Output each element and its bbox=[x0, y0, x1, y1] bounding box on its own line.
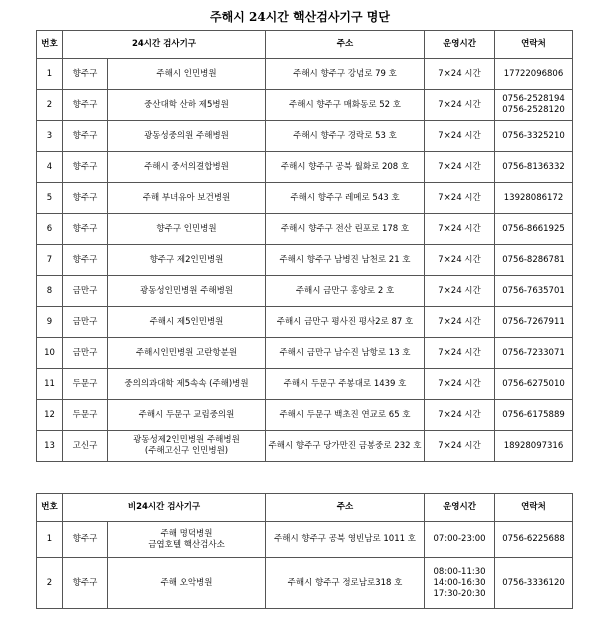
cell-phone: 0756-3325210 bbox=[495, 121, 573, 152]
table-row bbox=[37, 121, 573, 152]
cell-institution: 주해 명덕병원 금엽호텔 핵산검사소 bbox=[108, 522, 266, 558]
header-address: 주소 bbox=[266, 31, 425, 59]
cell-institution: 향주구 제2인민병원 bbox=[108, 245, 266, 276]
table-row bbox=[37, 338, 573, 369]
cell-hours: 7×24 시간 bbox=[425, 121, 495, 152]
cell-institution: 주해 오악병원 bbox=[108, 558, 266, 609]
cell-address: 주해시 향주구 공북 영빈남로 1011 호 bbox=[266, 522, 425, 558]
cell-address: 주해시 향주구 강념로 79 호 bbox=[266, 59, 425, 90]
cell-district: 향주구 bbox=[63, 121, 108, 152]
cell-address: 주해시 향주구 남병진 남천로 21 호 bbox=[266, 245, 425, 276]
cell-district: 금만구 bbox=[63, 338, 108, 369]
cell-district: 두문구 bbox=[63, 369, 108, 400]
cell-phone: 0756-8286781 bbox=[495, 245, 573, 276]
table-row bbox=[37, 245, 573, 276]
cell-no: 7 bbox=[37, 245, 63, 276]
cell-institution: 광동성인민병원 주해병원 bbox=[108, 276, 266, 307]
table-row bbox=[37, 59, 573, 90]
cell-institution: 광동성제2인민병원 주해병원 (주해고신구 인민병원) bbox=[108, 431, 266, 462]
cell-hours: 7×24 시간 bbox=[425, 400, 495, 431]
cell-district: 향주구 bbox=[63, 183, 108, 214]
cell-address: 주해시 두문구 주봉대로 1439 호 bbox=[266, 369, 425, 400]
table-row bbox=[37, 369, 573, 400]
table-24h bbox=[36, 30, 573, 462]
cell-institution: 주해시 인민병원 bbox=[108, 59, 266, 90]
cell-hours: 7×24 시간 bbox=[425, 183, 495, 214]
cell-no: 9 bbox=[37, 307, 63, 338]
cell-no: 10 bbox=[37, 338, 63, 369]
cell-address: 주해시 향주구 매화동로 52 호 bbox=[266, 90, 425, 121]
cell-hours: 08:00-11:30 14:00-16:30 17:30-20:30 bbox=[425, 558, 495, 609]
header-institution: 비24시간 검사기구 bbox=[63, 494, 266, 522]
header-phone: 연락처 bbox=[495, 31, 573, 59]
table-row bbox=[37, 276, 573, 307]
cell-district: 향주구 bbox=[63, 214, 108, 245]
cell-hours: 7×24 시간 bbox=[425, 245, 495, 276]
cell-district: 향주구 bbox=[63, 90, 108, 121]
cell-address: 주해시 금만구 남수진 남항로 13 호 bbox=[266, 338, 425, 369]
cell-no: 3 bbox=[37, 121, 63, 152]
cell-address: 주해시 향주구 전산 린포로 178 호 bbox=[266, 214, 425, 245]
cell-institution: 향주구 인민병원 bbox=[108, 214, 266, 245]
cell-address: 주해시 향주구 당가만진 금봉중로 232 호 bbox=[266, 431, 425, 462]
cell-address: 주해시 두문구 백초진 연교로 65 호 bbox=[266, 400, 425, 431]
cell-district: 향주구 bbox=[63, 152, 108, 183]
table-non-24h bbox=[36, 493, 573, 609]
cell-institution: 광동성중의원 주해병원 bbox=[108, 121, 266, 152]
cell-district: 향주구 bbox=[63, 522, 108, 558]
cell-phone: 0756-7267911 bbox=[495, 307, 573, 338]
cell-no: 1 bbox=[37, 59, 63, 90]
header-no: 번호 bbox=[37, 31, 63, 59]
cell-phone: 13928086172 bbox=[495, 183, 573, 214]
table-header-row bbox=[37, 31, 573, 59]
header-phone: 연락처 bbox=[495, 494, 573, 522]
cell-hours: 7×24 시간 bbox=[425, 369, 495, 400]
cell-district: 향주구 bbox=[63, 558, 108, 609]
page-title: 주해시 24시간 핵산검사기구 명단 bbox=[210, 10, 390, 24]
table-row bbox=[37, 558, 573, 609]
cell-no: 12 bbox=[37, 400, 63, 431]
table-row bbox=[37, 307, 573, 338]
table-row bbox=[37, 183, 573, 214]
cell-address: 주해시 향주구 경락로 53 호 bbox=[266, 121, 425, 152]
cell-hours: 7×24 시간 bbox=[425, 152, 495, 183]
cell-no: 4 bbox=[37, 152, 63, 183]
cell-hours: 07:00-23:00 bbox=[425, 522, 495, 558]
table-row bbox=[37, 90, 573, 121]
cell-phone: 0756-6175889 bbox=[495, 400, 573, 431]
cell-address: 주해시 향주구 공북 월화로 208 호 bbox=[266, 152, 425, 183]
header-institution: 24시간 검사기구 bbox=[63, 31, 266, 59]
table-row bbox=[37, 431, 573, 462]
table-row bbox=[37, 400, 573, 431]
cell-institution: 중의의과대학 제5속속 (주해)병원 bbox=[108, 369, 266, 400]
table-row bbox=[37, 214, 573, 245]
cell-district: 향주구 bbox=[63, 245, 108, 276]
header-no: 번호 bbox=[37, 494, 63, 522]
cell-hours: 7×24 시간 bbox=[425, 276, 495, 307]
cell-phone: 18928097316 bbox=[495, 431, 573, 462]
header-hours: 운영시간 bbox=[425, 31, 495, 59]
cell-phone: 17722096806 bbox=[495, 59, 573, 90]
cell-no: 2 bbox=[37, 90, 63, 121]
cell-institution: 주해시 제5인민병원 bbox=[108, 307, 266, 338]
cell-phone: 0756-2528194 0756-2528120 bbox=[495, 90, 573, 121]
cell-no: 11 bbox=[37, 369, 63, 400]
cell-district: 두문구 bbox=[63, 400, 108, 431]
cell-institution: 주해시 두문구 교림중의원 bbox=[108, 400, 266, 431]
cell-no: 8 bbox=[37, 276, 63, 307]
cell-no: 2 bbox=[37, 558, 63, 609]
cell-phone: 0756-8136332 bbox=[495, 152, 573, 183]
cell-no: 5 bbox=[37, 183, 63, 214]
table-row bbox=[37, 152, 573, 183]
header-address: 주소 bbox=[266, 494, 425, 522]
cell-district: 고신구 bbox=[63, 431, 108, 462]
cell-district: 향주구 bbox=[63, 59, 108, 90]
cell-institution: 주해 부녀유아 보건병원 bbox=[108, 183, 266, 214]
header-hours: 운영시간 bbox=[425, 494, 495, 522]
cell-hours: 7×24 시간 bbox=[425, 431, 495, 462]
cell-phone: 0756-6225688 bbox=[495, 522, 573, 558]
cell-phone: 0756-7635701 bbox=[495, 276, 573, 307]
cell-institution: 주해시 중서의결합병원 bbox=[108, 152, 266, 183]
table-header-row bbox=[37, 494, 573, 522]
cell-address: 주해시 금만구 홍양로 2 호 bbox=[266, 276, 425, 307]
cell-no: 6 bbox=[37, 214, 63, 245]
cell-hours: 7×24 시간 bbox=[425, 307, 495, 338]
cell-hours: 7×24 시간 bbox=[425, 90, 495, 121]
cell-hours: 7×24 시간 bbox=[425, 214, 495, 245]
cell-district: 금만구 bbox=[63, 276, 108, 307]
cell-institution: 주해시인민병원 고란항분원 bbox=[108, 338, 266, 369]
cell-hours: 7×24 시간 bbox=[425, 338, 495, 369]
cell-phone: 0756-7233071 bbox=[495, 338, 573, 369]
cell-address: 주해시 금만구 평사진 평사2로 87 호 bbox=[266, 307, 425, 338]
cell-no: 13 bbox=[37, 431, 63, 462]
cell-phone: 0756-8661925 bbox=[495, 214, 573, 245]
cell-phone: 0756-6275010 bbox=[495, 369, 573, 400]
cell-address: 주해시 향주구 레메로 543 호 bbox=[266, 183, 425, 214]
cell-institution: 중산대학 산하 제5병원 bbox=[108, 90, 266, 121]
cell-phone: 0756-3336120 bbox=[495, 558, 573, 609]
cell-no: 1 bbox=[37, 522, 63, 558]
table-row bbox=[37, 522, 573, 558]
cell-address: 주해시 향주구 정로남로318 호 bbox=[266, 558, 425, 609]
cell-district: 금만구 bbox=[63, 307, 108, 338]
cell-hours: 7×24 시간 bbox=[425, 59, 495, 90]
